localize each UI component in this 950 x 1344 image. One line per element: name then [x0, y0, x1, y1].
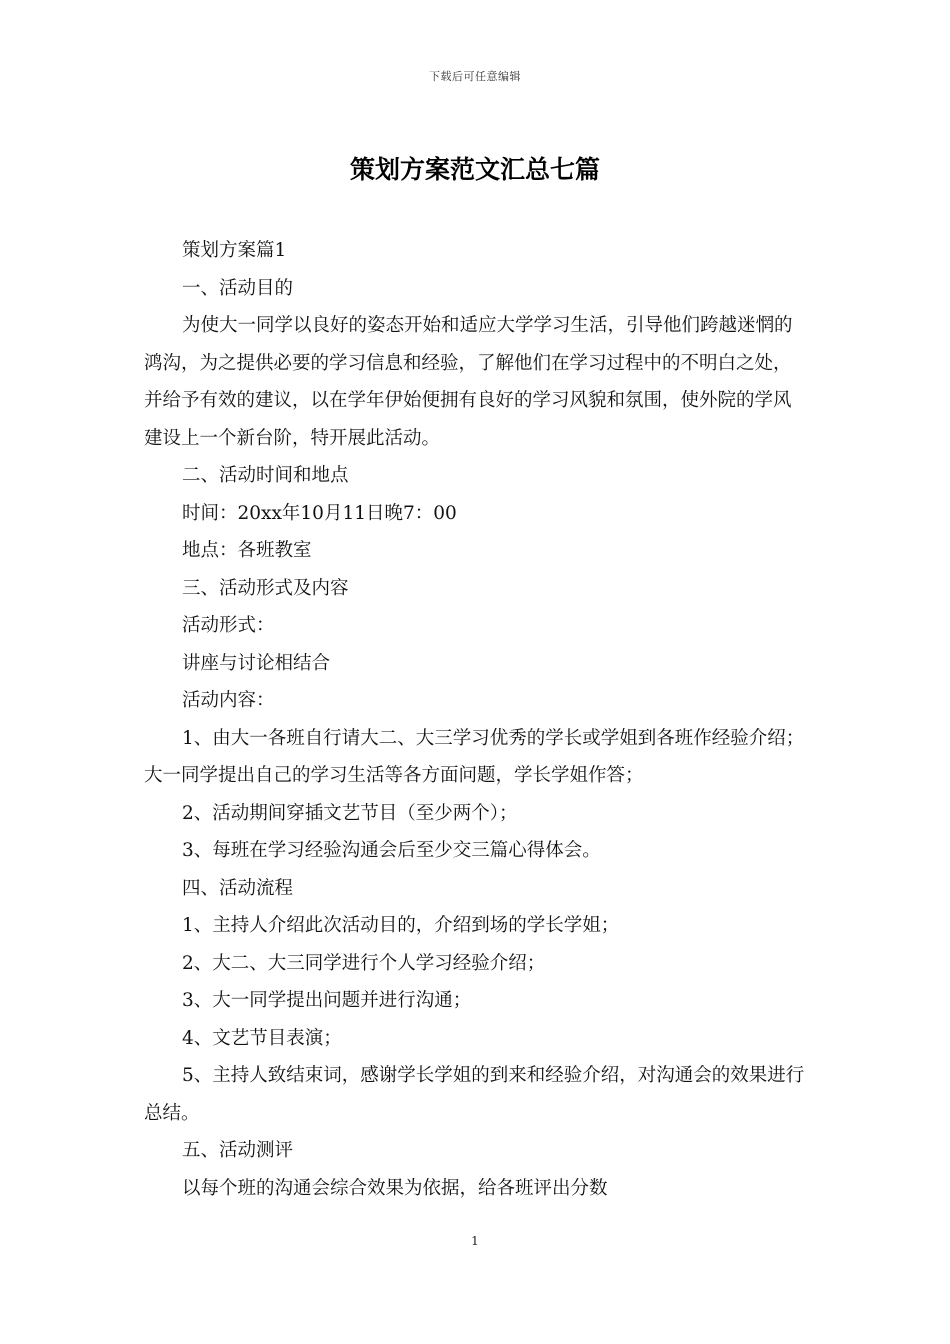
section-heading: 四、活动流程	[182, 877, 294, 899]
body-paragraph: 以每个班的沟通会综合效果为依据，给各班评出分数	[182, 1177, 608, 1199]
body-paragraph: 活动形式：	[182, 615, 275, 636]
list-item: 5、主持人致结束词，感谢学长学姐的到来和经验介绍，对沟通会的效果进行总结。	[144, 1065, 805, 1124]
list-item: 2、活动期间穿插文艺节目（至少两个）；	[182, 802, 518, 824]
section-heading: 五、活动测评	[182, 1140, 294, 1161]
document-title: 策划方案范文汇总七篇	[349, 155, 600, 184]
section-heading: 三、活动形式及内容	[182, 577, 349, 599]
section-heading: 一、活动目的	[182, 277, 294, 299]
list-item: 1、由大一各班自行请大二、大三学习优秀的学长或学姐到各班作经验介绍；大一同学提出自己的学习生活等各方面问题，学长学姐作答；	[144, 727, 805, 786]
body-paragraph: 讲座与讨论相结合	[182, 652, 331, 674]
list-item: 1、主持人介绍此次活动目的，介绍到场的学长学姐；	[182, 915, 620, 936]
body-paragraph: 时间：20xx年10月11日晚7：00	[182, 502, 457, 524]
list-item: 2、大二、大三同学进行个人学习经验介绍；	[182, 952, 546, 974]
body-paragraph: 活动内容：	[182, 690, 275, 711]
page-number: 1	[471, 1234, 479, 1248]
header-note: 下载后可任意编辑	[429, 70, 521, 83]
list-item: 3、每班在学习经验沟通会后至少交三篇心得体会。	[182, 840, 601, 861]
list-item: 3、大一同学提出问题并进行沟通；	[182, 990, 472, 1011]
section-heading: 策划方案篇1	[182, 240, 287, 261]
body-paragraph: 地点：各班教室	[182, 540, 312, 561]
document-body	[144, 232, 809, 1207]
body-paragraph: 为使大一同学以良好的姿态开始和适应大学学习生活，引导他们跨越迷惘的鸿沟，为之提供必要的学习信息和经验，了解他们在学习过程中的不明白之处，并给予有效的建议，以在学年伊始便拥有良好的学习风貌和氛围，使外院的学风建设上一个新台阶，特开展此活动。	[144, 315, 793, 449]
section-heading: 二、活动时间和地点	[182, 465, 349, 486]
list-item: 4、文艺节目表演；	[182, 1027, 342, 1049]
